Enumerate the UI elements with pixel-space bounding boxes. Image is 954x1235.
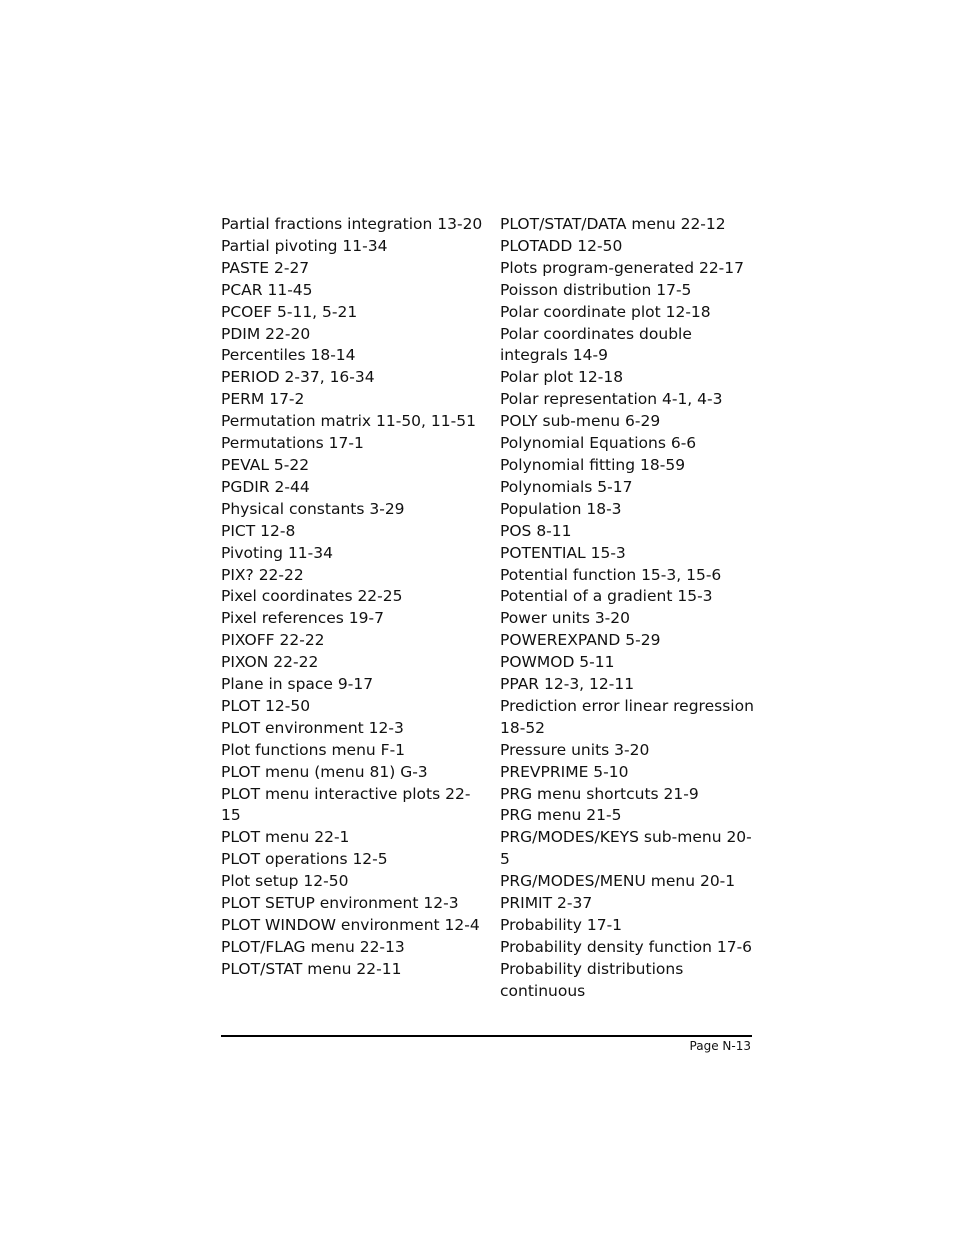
index-column-left — [221, 214, 486, 981]
index-entry: Plots program-generated 22-17 — [500, 258, 744, 277]
index-entry: Probability 17-1 — [500, 916, 623, 934]
index-entry: PLOT menu (menu 81) G-3 — [221, 762, 428, 781]
index-entry: PRG/MODES/MENU menu 20-1 — [500, 872, 736, 891]
index-entry: PREVPRIME 5-10 — [500, 762, 629, 781]
index-entry: PERM 17-2 — [221, 390, 305, 409]
index-entry: PGDIR 2-44 — [221, 477, 310, 496]
index-entry: Prediction error linear regression 18-52 — [500, 696, 754, 737]
index-entry: PASTE 2-27 — [221, 258, 310, 277]
index-entry: PRIMIT 2-37 — [500, 894, 593, 913]
index-entry: PLOTADD 12-50 — [500, 236, 623, 255]
index-entry: PLOT/STAT/DATA menu 22-12 — [500, 215, 726, 233]
index-entry: POWEREXPAND 5-29 — [500, 631, 661, 650]
index-entry: POS 8-11 — [500, 521, 572, 540]
index-entry: Polynomial Equations 6-6 — [500, 434, 697, 453]
index-entry: PCOEF 5-11, 5-21 — [221, 302, 358, 321]
index-entry: Pivoting 11-34 — [221, 543, 333, 562]
index-entry: Polar coordinate plot 12-18 — [500, 302, 711, 321]
index-entry: Potential function 15-3, 15-6 — [500, 565, 722, 584]
index-entry: Pixel coordinates 22-25 — [221, 587, 403, 606]
index-entry: PLOT menu 22-1 — [221, 828, 350, 847]
index-entry: Power units 3-20 — [500, 609, 631, 628]
index-entry: Probability density function 17-6 — [500, 937, 753, 956]
index-entry: Percentiles 18-14 — [221, 346, 356, 365]
index-entry: Partial fractions integration 13-20 — [221, 215, 483, 233]
index-entry: Plot setup 12-50 — [221, 872, 349, 891]
index-entry: PCAR 11-45 — [221, 280, 313, 299]
index-entry: Probability distributions continuous — [500, 959, 684, 1000]
footer-rule — [221, 1035, 752, 1037]
index-entry: Physical constants 3-29 — [221, 499, 405, 518]
index-entry: Plane in space 9-17 — [221, 675, 374, 694]
index-entry: PLOT SETUP environment 12-3 — [221, 894, 459, 913]
index-entry: Pressure units 3-20 — [500, 740, 650, 759]
index-entry: PLOT environment 12-3 — [221, 718, 404, 737]
index-entry: Pixel references 19-7 — [221, 609, 384, 628]
index-entry: Poisson distribution 17-5 — [500, 280, 692, 299]
index-entry: PLOT menu interactive plots 22-15 — [221, 784, 471, 825]
index-entry: Permutation matrix 11-50, 11-51 — [221, 412, 476, 431]
index-entry: POWMOD 5-11 — [500, 653, 615, 672]
index-entry: PERIOD 2-37, 16-34 — [221, 368, 375, 387]
index-entry: Polar representation 4-1, 4-3 — [500, 390, 723, 409]
index-entry: Partial pivoting 11-34 — [221, 236, 388, 255]
index-entry: Polar plot 12-18 — [500, 368, 624, 387]
index-entry: Polynomials 5-17 — [500, 477, 633, 496]
index-entry: Polynomial fitting 18-59 — [500, 455, 686, 474]
index-entry: PLOT/FLAG menu 22-13 — [221, 937, 405, 956]
index-entry: PLOT WINDOW environment 12-4 — [221, 916, 480, 934]
index-entry: PIXOFF 22-22 — [221, 631, 325, 650]
index-entry: POTENTIAL 15-3 — [500, 543, 626, 562]
index-entry: Potential of a gradient 15-3 — [500, 587, 713, 606]
index-entry: PLOT/STAT menu 22-11 — [221, 959, 402, 978]
index-entry: PPAR 12-3, 12-11 — [500, 675, 635, 694]
index-entry: PRG menu shortcuts 21-9 — [500, 784, 699, 803]
index-entry: PLOT 12-50 — [221, 696, 311, 715]
index-entry: Permutations 17-1 — [221, 434, 364, 453]
index-entry: Polar coordinates double integrals 14-9 — [500, 324, 692, 365]
index-entry: Plot functions menu F-1 — [221, 740, 406, 759]
page-number: Page N-13 — [689, 1039, 751, 1053]
index-entry: Population 18-3 — [500, 499, 622, 518]
index-entry: PRG menu 21-5 — [500, 806, 622, 825]
index-entry: PDIM 22-20 — [221, 324, 311, 343]
index-column-right — [500, 214, 760, 1003]
index-entry: PLOT operations 12-5 — [221, 850, 388, 869]
index-entry: PRG/MODES/KEYS sub-menu 20-5 — [500, 828, 752, 869]
index-entry: PIXON 22-22 — [221, 653, 319, 672]
index-entry: POLY sub-menu 6-29 — [500, 412, 661, 431]
index-entry: PIX? 22-22 — [221, 565, 304, 584]
index-entry: PEVAL 5-22 — [221, 455, 310, 474]
index-entry: PICT 12-8 — [221, 521, 296, 540]
